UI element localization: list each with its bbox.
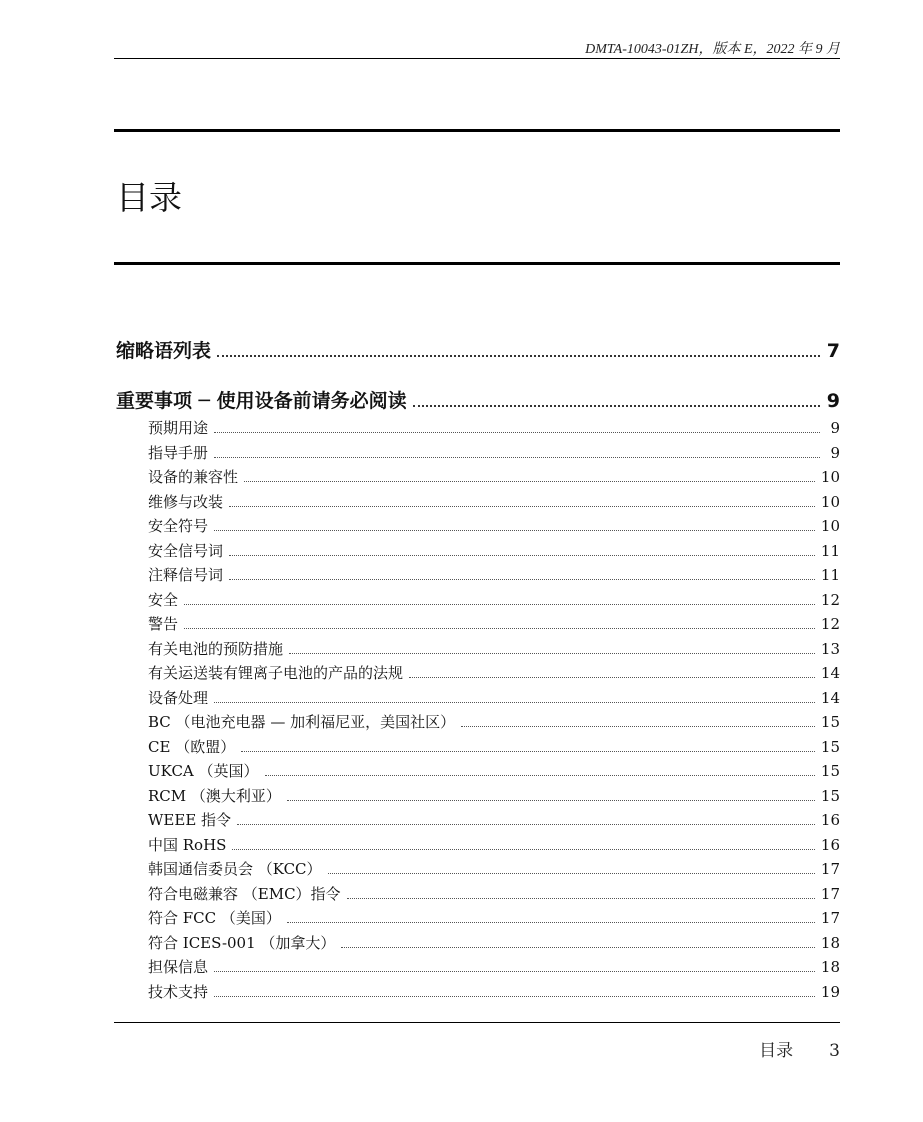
toc-entry-label: 设备处理 [148, 688, 209, 707]
dot-leader [409, 662, 815, 678]
toc-entry-page: 10 [820, 492, 840, 511]
toc-entry-label: 符合 FCC （美国） [148, 909, 281, 927]
dot-leader [265, 760, 815, 776]
toc-entry-page: 14 [820, 664, 840, 682]
toc-entry-label: 警告 [148, 615, 179, 633]
dot-leader [214, 956, 815, 972]
toc-entry-label: 中国 RoHS [148, 835, 227, 854]
toc-entry[interactable] [116, 563, 840, 588]
dot-leader [184, 589, 815, 605]
toc-entry-label: 符合电磁兼容 （EMC）指令 [148, 884, 341, 903]
toc-entry-page: 9 [830, 443, 840, 462]
toc-entry[interactable] [116, 857, 840, 882]
title-bottom-rule [114, 262, 840, 265]
title-top-rule [114, 129, 840, 132]
dot-leader [289, 638, 815, 654]
page-footer [114, 1036, 840, 1061]
toc-entry[interactable] [116, 980, 840, 1005]
dot-leader [287, 785, 815, 801]
dot-leader [229, 540, 815, 556]
toc-entry-page: 9 [830, 419, 840, 437]
dot-leader [184, 613, 815, 629]
toc-entry[interactable] [116, 833, 840, 858]
toc-entry-label: BC （电池充电器 — 加利福尼亚，美国社区） [148, 713, 456, 731]
toc-entry-page: 13 [820, 639, 840, 658]
toc-entry[interactable] [116, 612, 840, 637]
toc-entry-page: 19 [820, 982, 840, 1001]
toc-entry[interactable] [116, 441, 840, 466]
toc-entry-label: 安全信号词 [148, 541, 224, 560]
dot-leader [214, 515, 815, 531]
dot-leader [413, 386, 820, 407]
toc-entry-label: 设备的兼容性 [148, 468, 239, 486]
dot-leader [347, 883, 815, 899]
toc-entry-label: RCM （澳大利亚） [148, 786, 281, 805]
toc-entry-label: 有关电池的预防措施 [148, 639, 284, 658]
toc-entry[interactable] [116, 906, 840, 931]
toc-entry-label: 担保信息 [148, 958, 209, 976]
toc-entry-page: 15 [820, 762, 840, 780]
toc-entry-label: 符合 ICES-001 （加拿大） [148, 933, 336, 952]
page-title: 目录 [116, 178, 182, 217]
toc-entry[interactable] [116, 710, 840, 735]
dot-leader [214, 981, 815, 997]
toc-entry[interactable] [116, 588, 840, 613]
toc-entry-page: 14 [820, 688, 840, 707]
toc-entry-page: 15 [820, 713, 840, 731]
toc-entry-page: 18 [820, 958, 840, 976]
toc-entry-page: 10 [820, 517, 840, 535]
toc-entry[interactable] [116, 539, 840, 564]
toc-entry[interactable] [116, 386, 840, 414]
dot-leader [241, 736, 815, 752]
toc-entry[interactable] [116, 735, 840, 760]
dot-leader [229, 491, 815, 507]
dot-leader [214, 442, 820, 458]
toc-entry-label: 缩略语列表 [116, 340, 212, 362]
toc-entry-page: 17 [820, 860, 840, 878]
dot-leader [461, 711, 815, 727]
dot-leader [229, 564, 815, 580]
toc-entry-label: 重要事项 ─ 使用设备前请务必阅读 [116, 390, 407, 412]
toc-entry-page: 16 [820, 811, 840, 829]
toc-entry[interactable] [116, 808, 840, 833]
toc-entry-page: 12 [820, 590, 840, 609]
toc-entry[interactable] [116, 955, 840, 980]
toc-entry[interactable] [116, 931, 840, 956]
toc-entry[interactable] [116, 637, 840, 662]
toc-entry[interactable] [116, 784, 840, 809]
toc-entry-page: 7 [826, 340, 840, 362]
toc-entry[interactable] [116, 661, 840, 686]
toc-entry[interactable] [116, 490, 840, 515]
toc-entry-label: 指导手册 [148, 443, 209, 462]
dot-leader [214, 687, 815, 703]
toc-entry-page: 11 [820, 566, 840, 584]
document-reference: DMTA-10043-01ZH，版本 E，2022 年 9 月 [585, 42, 840, 57]
toc-entry[interactable] [116, 882, 840, 907]
toc-entry-page: 18 [820, 933, 840, 952]
footer-page-number: 3 [829, 1041, 840, 1061]
header-rule [114, 58, 840, 59]
toc-entry-page: 11 [820, 541, 840, 560]
dot-leader [214, 417, 820, 433]
dot-leader [232, 834, 814, 850]
dot-leader [328, 858, 815, 874]
toc-entry[interactable] [116, 686, 840, 711]
toc-entry-label: 安全 [148, 590, 179, 609]
dot-leader [341, 932, 814, 948]
footer-section-label: 目录 [759, 1041, 794, 1061]
toc-entry-page: 15 [820, 737, 840, 756]
toc-entry-label: WEEE 指令 [148, 811, 232, 829]
toc-entry[interactable] [116, 465, 840, 490]
dot-leader [244, 466, 815, 482]
toc-entry-label: 预期用途 [148, 419, 209, 437]
dot-leader [287, 907, 815, 923]
toc-entry-page: 12 [820, 615, 840, 633]
toc-entry-label: CE （欧盟） [148, 737, 236, 756]
toc-entry-page: 17 [820, 909, 840, 927]
toc-entry-label: 注释信号词 [148, 566, 224, 584]
toc-entry[interactable] [116, 759, 840, 784]
table-of-contents [116, 336, 840, 1004]
toc-entry-page: 15 [820, 786, 840, 805]
toc-entry-label: 有关运送装有锂离子电池的产品的法规 [148, 664, 404, 682]
toc-entry-page: 9 [826, 390, 840, 412]
toc-entry-label: UKCA （英国） [148, 762, 259, 780]
toc-entry-page: 10 [820, 468, 840, 486]
toc-entry-label: 安全符号 [148, 517, 209, 535]
toc-entry[interactable] [116, 514, 840, 539]
footer-rule [114, 1022, 840, 1023]
toc-entry-label: 韩国通信委员会 （KCC） [148, 860, 322, 878]
toc-entry-label: 维修与改装 [148, 492, 224, 511]
toc-entry[interactable] [116, 336, 840, 364]
toc-entry-page: 17 [820, 884, 840, 903]
toc-entry-label: 技术支持 [148, 982, 209, 1001]
dot-leader [217, 336, 820, 357]
toc-entry[interactable] [116, 416, 840, 441]
dot-leader [237, 809, 815, 825]
toc-entry-page: 16 [820, 835, 840, 854]
